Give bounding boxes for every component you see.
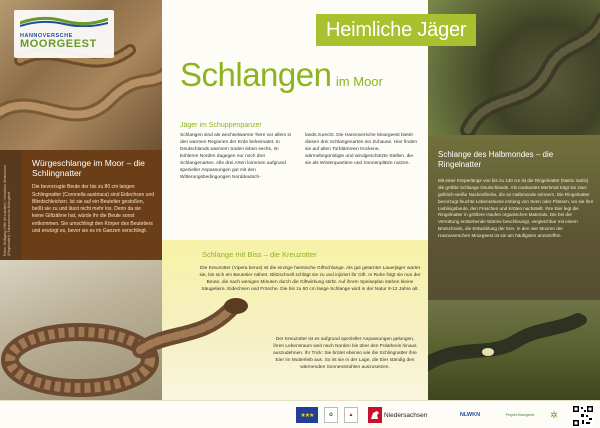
jaeger-text-col1: Schlangen sind als wechselwarme Tiere vor allem in den warmen Regionen der Erde beheimatet. In Deutschlands warmem Süden leben sechs, im kühleren Norden dagegen nur noch drei Schlangenarten. Alle drei Arten kommen aufgrund spezieller Anpassungen gut mit den Witterungsbedingungen Norddeutsch-	[180, 133, 292, 180]
schlingnatter-text: Die bevorzugte Beute der bis zu 80 cm langen Schlingnatter (Coronella austriaca) sind Eidechsen und Blindschleichen. Ist sie auf ein Beutetier gestoßen, beißt sie zu und lässt nicht mehr los. Denn da sie keine Giftzähne hat, würde ihr die Beute sonst entkommen. Sie umschlingt den Körper des Beutetiers und erwürgt es, bevor sie es im Ganzen verschlingt.	[32, 184, 155, 234]
eler-logo-icon: ✿	[324, 407, 338, 423]
kreuzotter-illustration	[0, 270, 300, 400]
logo-bottom-line: MOORGEEST	[20, 38, 97, 50]
ringelnatter-section	[438, 150, 594, 240]
title-sub: im Moor	[335, 74, 383, 89]
ringelnatter-photo-bottom	[428, 300, 600, 400]
niedersachsen-label: Niedersachsen	[384, 411, 428, 419]
bee-icon: ✲	[550, 409, 558, 420]
jaeger-heading: Jäger im Schuppenpanzer	[180, 122, 262, 129]
header-banner	[316, 14, 476, 46]
title-main: Schlangen	[180, 56, 332, 93]
kreuzotter-heading: Schlange mit Biss – die Kreuzotter	[202, 250, 317, 259]
page-title	[180, 58, 430, 102]
eu-flag-icon: ★★★	[296, 407, 318, 423]
logo-top-line: HANNOVERSCHE	[20, 33, 73, 39]
ringelnatter-illustration-bottom	[428, 300, 600, 400]
footer	[0, 400, 600, 428]
schlingnatter-heading: Würgeschlange im Moor – die Schlingnatter	[32, 158, 145, 179]
hannoversche-moorgeest-logo	[14, 10, 114, 58]
lower-saxony-logo-icon: ▲	[344, 407, 358, 423]
right-column	[428, 0, 600, 400]
kreuzotter-text-2: Der Kreuzotter ist es aufgrund spezieller Anpassungen gelungen, ihren Lebensraum weit nach Norden bis über den Polarkreis hinaus auszudehnen. Ihr Trick: Sie brütet ebenso wie die Schlingnatter ihre Eier im Mutterleib aus. So ist sie in der Lage, die Eier ständig den wärmenden Sonnenstrahlen auszusetzen.	[273, 337, 417, 370]
jaeger-text-col2: lands zurecht. Die Hannoversche Moorgeest bietet diesen drei Schlangenarten ein Zuhause. Hier finden sie auf alten Torfdämmen trockene, wärmebegünstigte und windgeschützte Stellen, die sie als Winterquartiere und Sonnenplätze nutzen.	[305, 133, 418, 166]
banner-title: Heimliche Jäger	[326, 18, 467, 41]
ringelnatter-text: Mit einer Körperlänge von bis zu 140 cm ist die Ringelnatter (Natrix natrix) die größte Schlange Deutschlands. Als markantes Merkmal trägt sie zwei gelblich-weiße Nackenflecke, die an Halbmonde erinnern. Die Ringelnatter bevorzugt feuchte Lebensräume entlang von Seen oder Flüssen, wo sie ihre Lieblingsbeute, den Froschen und Kröten nachstellt. Ihre Eier legt die Ringelnatter in größere Haufen organischen Materials. Die bei der Verrottung entstehende Wärme beschleunigt, vergleichbar mit einem Brutschrank, die Entwicklung der Eier. In den vier Mooren der Hannoverschen Moorgeest ist sie am häufigsten anzutreffen.	[438, 178, 594, 239]
kreuzotter-text-1: Die Kreuzotter (Vipera berus) ist die einzige heimische Giftschlange. Als gut getarnter Lauerjäger wartet sie, bis sich ein Beutetier nähert. Blitzschnell schlägt sie zu und injiziert ihr Gift. In Ruhe folgt sie nun der Beute, die nach wenigen Minuten durch die Giftwirkung stirbt. Auf ihrem Speiseplan stehen kleine Säugetiere, Eidechsen und Frösche. Die bis zu 60 cm lange Schlange wird in der Natur 8-12 Jahre alt.	[199, 266, 421, 292]
nlwkn-logo: NLWKN	[459, 412, 481, 418]
jaeger-section	[180, 122, 420, 182]
ringelnatter-heading: Schlange des Halbmondes – die Ringelnatter	[438, 150, 554, 169]
lower-saxony-horse-icon	[368, 407, 382, 423]
photo-credit: Fotos: Wolfgang Völkl (Kreuzotter) / Sebastian Strathmann (Ringelnatter) / Hannoversche Moorgeest	[3, 165, 12, 256]
schlingnatter-box	[22, 150, 162, 260]
qr-code-icon[interactable]	[572, 405, 594, 427]
logo-wave-icon	[20, 15, 108, 27]
projekt-label: Projekt Moorgeest	[505, 413, 535, 417]
